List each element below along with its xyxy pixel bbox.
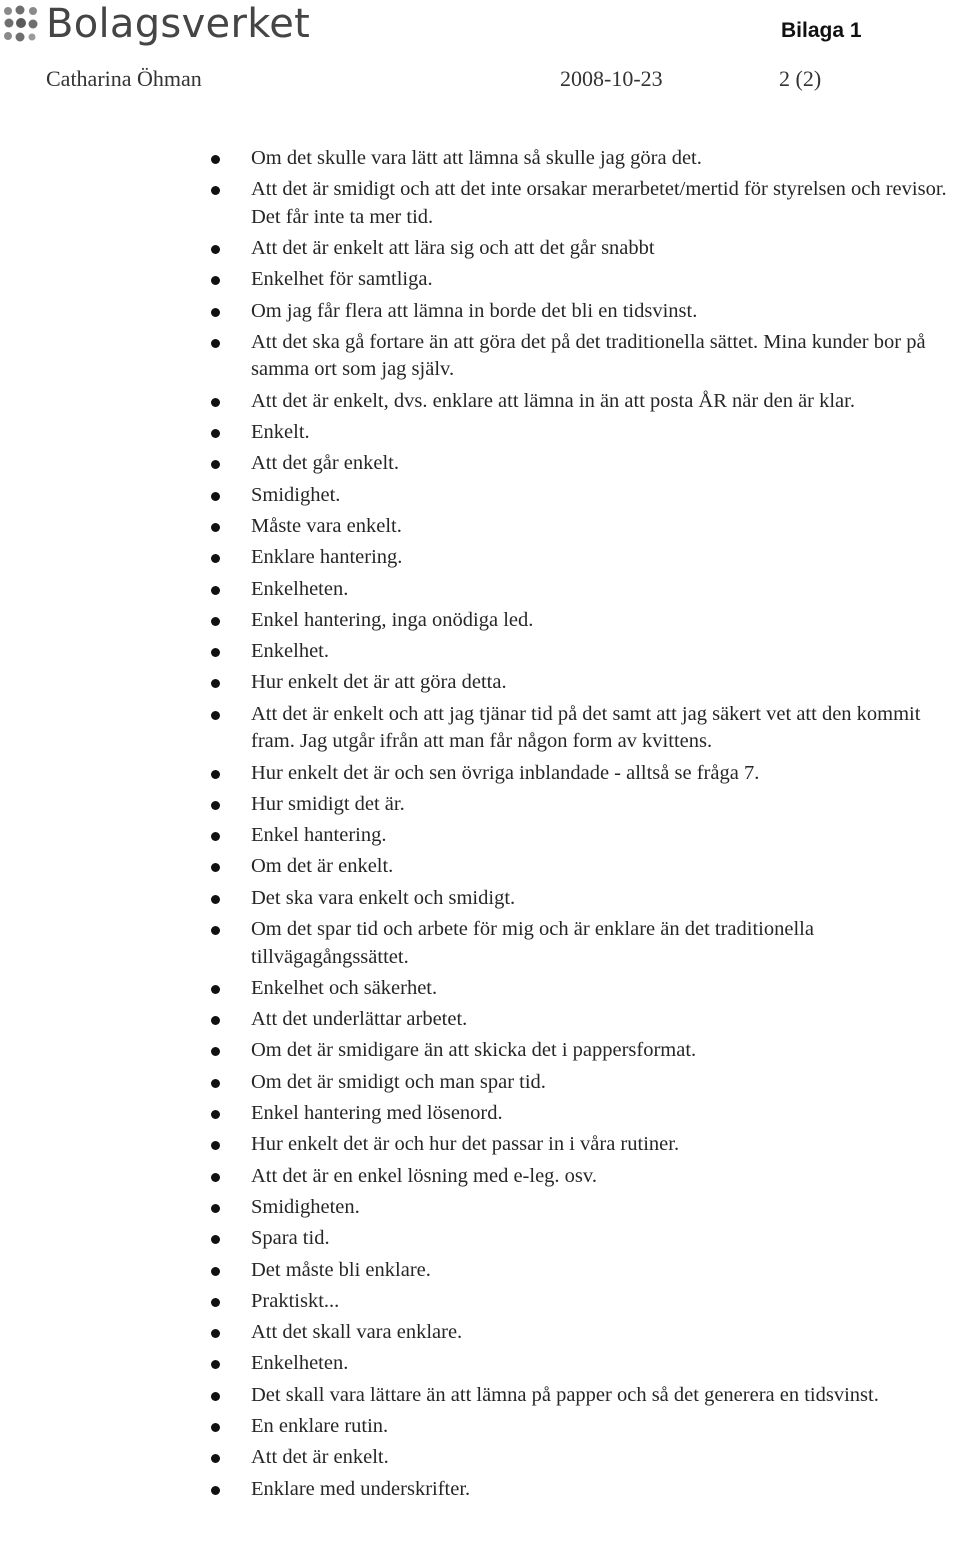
list-item bbox=[0, 669, 960, 697]
bullet-icon bbox=[211, 1423, 220, 1432]
list-item bbox=[0, 1382, 960, 1410]
answer-text: Hur enkelt det är att göra detta. bbox=[251, 671, 507, 694]
bullet-icon bbox=[211, 1235, 220, 1244]
bullet-icon bbox=[211, 1141, 220, 1150]
bullet-icon bbox=[211, 895, 220, 904]
list-item bbox=[0, 607, 960, 635]
answer-text: Att det skall vara enklare. bbox=[251, 1321, 463, 1344]
list-item bbox=[0, 638, 960, 666]
bullet-icon bbox=[211, 523, 220, 532]
bullet-icon bbox=[211, 832, 220, 841]
list-item bbox=[0, 235, 960, 263]
bullet-icon bbox=[211, 276, 220, 285]
answer-text: Att det är en enkel lösning med e-leg. osv. bbox=[251, 1164, 597, 1187]
list-item bbox=[0, 419, 960, 447]
bullet-icon bbox=[211, 186, 220, 195]
answer-text: Det ska vara enkelt och smidigt. bbox=[251, 886, 516, 909]
answer-text: Att det underlättar arbetet. bbox=[251, 1008, 468, 1031]
answer-text: Att det är enkelt. bbox=[251, 1446, 389, 1469]
list-item bbox=[0, 1163, 960, 1191]
list-item bbox=[0, 916, 960, 971]
bullet-icon bbox=[211, 398, 220, 407]
bullet-icon bbox=[211, 1047, 220, 1056]
bullet-icon bbox=[211, 1392, 220, 1401]
bullet-icon bbox=[211, 1454, 220, 1463]
answer-text: Att det är enkelt och att jag tjänar tid på det samt att jag säkert vet att den kommit fram. Jag utgår ifrån att man får någon form av kvittens. bbox=[251, 702, 921, 753]
bullet-icon bbox=[211, 1204, 220, 1213]
answer-text: Enkelhet. bbox=[251, 640, 329, 663]
list-item bbox=[0, 450, 960, 478]
answer-text: Det måste bli enklare. bbox=[251, 1258, 431, 1281]
answer-text: Om det spar tid och arbete för mig och är enklare än det traditionella tillvägagångssättet. bbox=[251, 918, 814, 968]
answer-text: Praktiskt... bbox=[251, 1289, 340, 1312]
answer-text: Spara tid. bbox=[251, 1227, 330, 1250]
bullet-icon bbox=[211, 492, 220, 501]
appendix-label: Bilaga 1 bbox=[781, 19, 862, 42]
bullet-icon bbox=[211, 586, 220, 595]
list-item bbox=[0, 1100, 960, 1128]
answer-text: Att det är enkelt, dvs. enklare att lämna in än att posta ÅR när den är klar. bbox=[251, 389, 855, 412]
answer-text: Enkel hantering, inga onödiga led. bbox=[251, 608, 534, 631]
list-item bbox=[0, 576, 960, 604]
answer-text: Enkel hantering med lösenord. bbox=[251, 1102, 503, 1125]
bullet-icon bbox=[211, 679, 220, 688]
bullet-icon bbox=[211, 711, 220, 720]
answer-text: Att det är enkelt att lära sig och att det går snabbt bbox=[251, 237, 655, 260]
answer-text: Att det är smidigt och att det inte orsakar merarbetet/mertid för styrelsen och revisor. Det får inte ta mer tid. bbox=[251, 178, 947, 228]
bullet-icon bbox=[211, 429, 220, 438]
list-item bbox=[0, 701, 960, 756]
bullet-icon bbox=[211, 554, 220, 563]
bullet-icon bbox=[211, 339, 220, 348]
bullet-icon bbox=[211, 770, 220, 779]
list-item bbox=[0, 176, 960, 231]
answer-text: Enkelheten. bbox=[251, 577, 349, 600]
answer-text: Att det går enkelt. bbox=[251, 452, 400, 475]
answer-text: Enkelhet för samtliga. bbox=[251, 268, 433, 291]
bullet-icon bbox=[211, 155, 220, 164]
list-item bbox=[0, 975, 960, 1003]
answer-text: En enklare rutin. bbox=[251, 1414, 389, 1437]
list-item bbox=[0, 1444, 960, 1472]
page-number: 2 (2) bbox=[779, 66, 822, 91]
document-date: 2008-10-23 bbox=[560, 66, 663, 91]
answer-text: Hur smidigt det är. bbox=[251, 792, 405, 815]
list-item bbox=[0, 1257, 960, 1285]
list-item bbox=[0, 1288, 960, 1316]
answer-text: Om det är enkelt. bbox=[251, 855, 394, 878]
list-item bbox=[0, 791, 960, 819]
list-item bbox=[0, 145, 960, 173]
bullet-icon bbox=[211, 460, 220, 469]
answer-text: Om det skulle vara lätt att lämna så skulle jag göra det. bbox=[251, 147, 702, 169]
list-item bbox=[0, 1319, 960, 1347]
bullet-icon bbox=[211, 245, 220, 254]
organization-name: Bolagsverket bbox=[46, 1, 311, 47]
answer-text: Enkelt. bbox=[251, 421, 310, 444]
list-item bbox=[0, 822, 960, 850]
answer-text: Enklare med underskrifter. bbox=[251, 1477, 471, 1500]
bullet-icon bbox=[211, 801, 220, 810]
answer-text: Att det ska gå fortare än att göra det på det traditionella sättet. Mina kunder bor på samma ort som jag själv. bbox=[251, 330, 926, 381]
list-item bbox=[0, 544, 960, 572]
list-item bbox=[0, 885, 960, 913]
bullet-icon bbox=[211, 1360, 220, 1369]
list-item bbox=[0, 1225, 960, 1253]
bullet-icon bbox=[211, 985, 220, 994]
list-item bbox=[0, 1131, 960, 1159]
list-item bbox=[0, 1069, 960, 1097]
list-item bbox=[0, 1006, 960, 1034]
list-item bbox=[0, 1413, 960, 1441]
bullet-icon bbox=[211, 1110, 220, 1119]
list-item bbox=[0, 1350, 960, 1378]
bullet-icon bbox=[211, 863, 220, 872]
answer-text: Smidighet. bbox=[251, 483, 341, 506]
bullet-icon bbox=[211, 1016, 220, 1025]
bullet-icon bbox=[211, 648, 220, 657]
list-item bbox=[0, 853, 960, 881]
list-item bbox=[0, 1194, 960, 1222]
answer-text: Det skall vara lättare än att lämna på papper och så det generera en tidsvinst. bbox=[251, 1383, 879, 1406]
list-item bbox=[0, 388, 960, 416]
bullet-icon bbox=[211, 1079, 220, 1088]
bullet-icon bbox=[211, 1173, 220, 1182]
list-item bbox=[0, 329, 960, 384]
answer-text: Om det är smidigare än att skicka det i pappersformat. bbox=[251, 1039, 697, 1062]
answer-list bbox=[0, 145, 960, 1507]
answer-text: Om jag får flera att lämna in borde det bli en tidsvinst. bbox=[251, 299, 698, 322]
bullet-icon bbox=[211, 308, 220, 317]
list-item bbox=[0, 513, 960, 541]
answer-text: Om det är smidigt och man spar tid. bbox=[251, 1070, 546, 1093]
answer-text: Enkelhet och säkerhet. bbox=[251, 976, 438, 999]
list-item bbox=[0, 298, 960, 326]
answer-text: Enkelheten. bbox=[251, 1352, 349, 1375]
answer-text: Hur enkelt det är och hur det passar in i våra rutiner. bbox=[251, 1133, 680, 1156]
list-item bbox=[0, 1037, 960, 1065]
answer-text: Smidigheten. bbox=[251, 1195, 360, 1218]
answer-text: Enklare hantering. bbox=[251, 546, 403, 569]
bullet-icon bbox=[211, 617, 220, 626]
list-item bbox=[0, 1476, 960, 1504]
list-item bbox=[0, 482, 960, 510]
answer-text: Hur enkelt det är och sen övriga inblandade - alltså se fråga 7. bbox=[251, 761, 760, 784]
bullet-icon bbox=[211, 926, 220, 935]
bullet-icon bbox=[211, 1267, 220, 1276]
author-name: Catharina Öhman bbox=[46, 66, 202, 91]
bolagsverket-logo-icon bbox=[2, 4, 40, 44]
bullet-icon bbox=[211, 1298, 220, 1307]
bullet-icon bbox=[211, 1329, 220, 1338]
answer-text: Enkel hantering. bbox=[251, 824, 387, 847]
list-item bbox=[0, 266, 960, 294]
answer-text: Måste vara enkelt. bbox=[251, 514, 402, 537]
list-item bbox=[0, 760, 960, 788]
bullet-icon bbox=[211, 1486, 220, 1495]
